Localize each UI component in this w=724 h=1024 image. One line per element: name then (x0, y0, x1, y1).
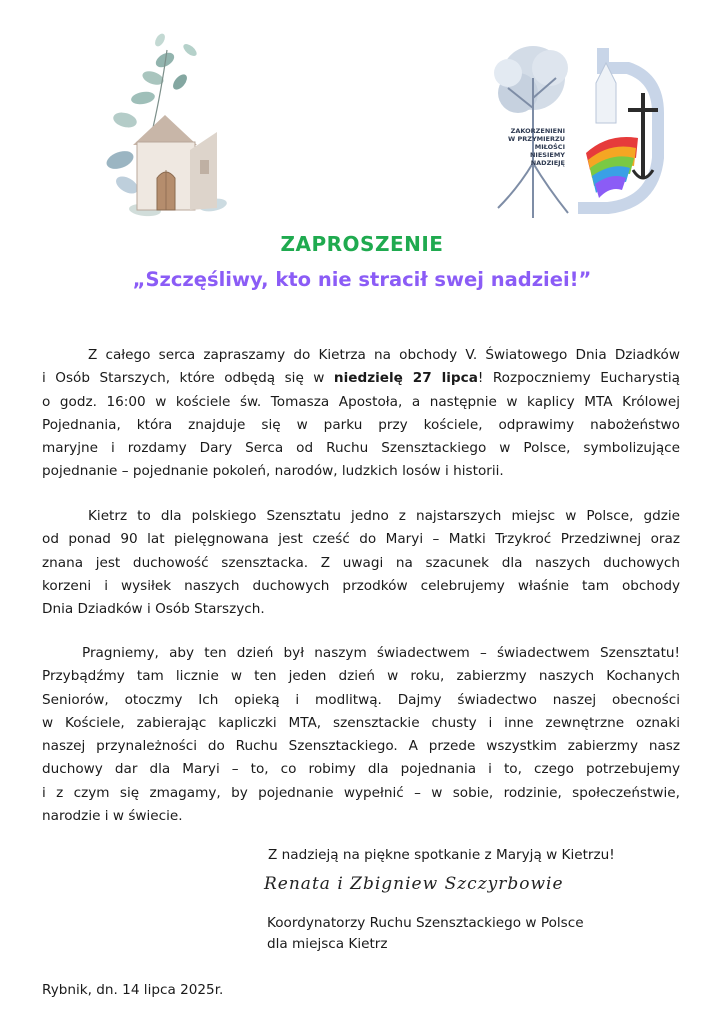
paragraph-line: znana jest duchowość szensztacka. Z uwagi na szacunek dla naszych duchowych (42, 554, 680, 571)
paragraph-line: Pojednania, która znajduje się w parku przy kościele, odprawimy nabożeństwo (42, 416, 680, 433)
paragraph-line: pojednanie – pojednanie pokoleń, narodów, ludzkich losów i historii. (42, 463, 504, 480)
coordinators-line-1: Koordynatorzy Ruchu Szensztackiego w Polsce (267, 915, 584, 931)
paragraph-line: w Kościele, zabierając kapliczki MTA, szensztackie chusty i inne zewnętrzne oznaki (42, 714, 680, 731)
closing-greeting: Z nadzieją na piękne spotkanie z Maryją w Kietrzu! (268, 847, 615, 863)
paragraph-line: duchowy dar dla Maryi – to, co robimy dla pojednania i to, czego potrzebujemy (42, 761, 680, 778)
paragraph-line: Z całego serca zapraszamy do Kietrza na obchody V. Światowego Dnia Dziadków (88, 347, 680, 363)
paragraph-line: maryjne i rozdamy Dary Serca od Ruchu Szensztackiego w Polsce, symbolizujące (42, 440, 680, 457)
place-and-date: Rybnik, dn. 14 lipca 2025r. (42, 982, 224, 998)
paragraph-line: naszej przynależności do Ruchu Szensztackiego. A przede wszystkim zabierzmy nasz (42, 738, 680, 755)
logo-line-1: ZAKORZENIENI (510, 127, 565, 135)
paragraph-2 (42, 505, 680, 621)
paragraph-line: i z czym się zmagamy, by pojednanie wypełnić – w sobie, rodzinie, społeczeństwie, (42, 784, 680, 801)
paragraph-line: korzeni i wysiłek naszych duchowych przodków celebrujemy właśnie tam obchody (42, 577, 680, 594)
paragraph-line: o godz. 16:00 w kościele św. Tomasza Apostoła, a następnie w kaplicy MTA Królowej (42, 393, 680, 410)
movement-logo (478, 38, 678, 228)
paragraph-3 (42, 642, 680, 828)
event-date: niedzielę 27 lipca (333, 370, 478, 387)
paragraph-line: Kietrz to dla polskiego Szensztatu jedno z najstarszych miejsc w Polsce, gdzie (88, 508, 680, 524)
paragraph-1 (42, 344, 680, 484)
invitation-motto: „Szczęśliwy, kto nie stracił swej nadziei!” (132, 268, 592, 291)
logo-line-3: NIESIEMY NADZIEJĘ (529, 151, 565, 167)
paragraph-line: Dnia Dziadków i Osób Starszych. (42, 601, 265, 618)
paragraph-line: narodzie i w świecie. (42, 808, 183, 825)
paragraph-line: i Osób Starszych, które odbędą się w niedzielę 27 lipca! Rozpoczniemy Eucharystią (42, 370, 680, 387)
paragraph-line: Seniorów, otoczmy Ich opieką i modlitwą. Dajmy świadectwo naszej obecności (42, 691, 680, 708)
logo-caption (505, 127, 565, 167)
church-illustration-icon (105, 20, 235, 235)
logo-line-2: W PRZYMIERZU MIŁOŚCI (508, 135, 565, 151)
paragraph-line: Przybądźmy tam licznie w ten jeden dzień w roku, zabierzmy naszych Kochanych (42, 668, 680, 685)
paragraph-line: Pragniemy, aby ten dzień był naszym świadectwem – świadectwem Szensztatu! (82, 645, 680, 661)
paragraph-line: od ponad 90 lat pielęgnowana jest cześć do Maryi – Matki Trzykroć Przedziwnej oraz (42, 531, 680, 548)
coordinators-line-2: dla miejsca Kietrz (267, 936, 388, 952)
invitation-title: ZAPROSZENIE (280, 232, 444, 256)
handwritten-signature: Renata i Zbigniew Szczyrbowie (264, 874, 564, 894)
